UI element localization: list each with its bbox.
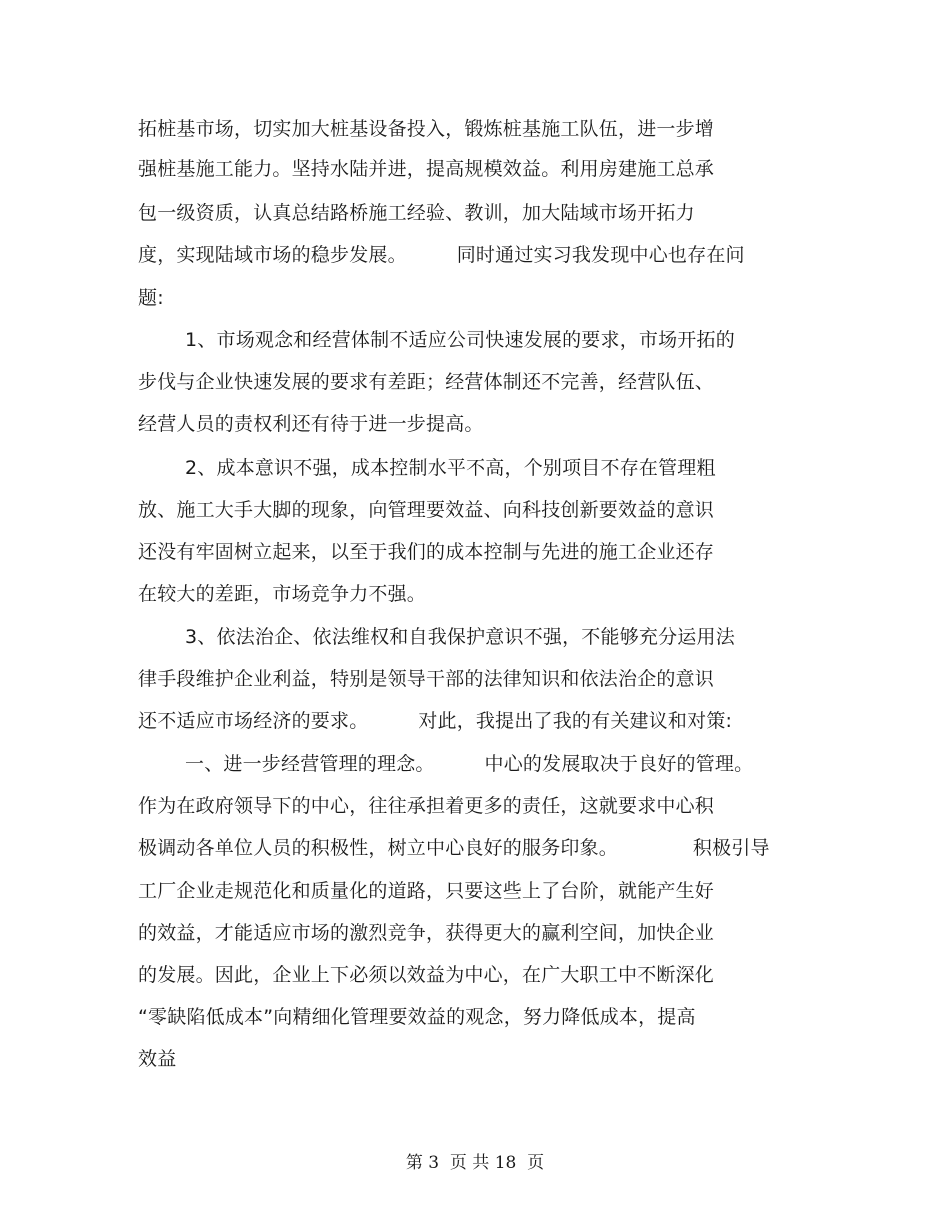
text-line: 的发展。因此，企业上下必须以效益为中心，在广大职工中不断深化 (138, 964, 715, 986)
page-number-footer: 第 3 页 共 18 页 (405, 1153, 545, 1173)
text-line: 3、依法治企、依法维权和自我保护意识不强，不能够充分运用法 (185, 626, 735, 648)
text-line: 步伐与企业快速发展的要求有差距；经营体制还不完善，经营队伍、 (138, 371, 715, 393)
text-line: 拓桩基市场，切实加大桩基设备投入，锻炼桩基施工队伍，进一步增 (138, 118, 715, 140)
text-line: 一、进一步经营管理的理念。 中心的发展取决于良好的管理。 (185, 753, 754, 775)
text-line: 经营人员的责权利还有待于进一步提高。 (138, 413, 484, 435)
text-line: 还没有牢固树立起来，以至于我们的成本控制与先进的施工企业还存 (138, 541, 715, 563)
text-line: 工厂企业走规范化和质量化的道路，只要这些上了台阶，就能产生好 (138, 880, 715, 902)
text-line: 放、施工大手大脚的现象，向管理要效益、向科技创新要效益的意识 (138, 499, 715, 521)
text-line: 1、市场观念和经营体制不适应公司快速发展的要求，市场开拓的 (185, 329, 735, 351)
text-line: “零缺陷低成本”向精细化管理要效益的观念，努力降低成本，提高 (138, 1006, 696, 1028)
text-line: 题: (138, 287, 164, 309)
text-line: 包一级资质，认真总结路桥施工经验、教训，加大陆域市场开拓力 (138, 202, 695, 224)
text-line: 2、成本意识不强，成本控制水平不高，个别项目不存在管理粗 (185, 457, 716, 479)
text-line: 度，实现陆域市场的稳步发展。 同时通过实习我发现中心也存在问 (138, 244, 745, 266)
text-line: 强桩基施工能力。坚持水陆并进，提高规模效益。利用房建施工总承 (138, 158, 715, 180)
text-line: 作为在政府领导下的中心，往往承担着更多的责任，这就要求中心积 (138, 795, 715, 817)
text-line: 极调动各单位人员的积极性，树立中心良好的服务印象。 积极引导 (138, 837, 770, 859)
text-line: 还不适应市场经济的要求。 对此，我提出了我的有关建议和对策: (138, 710, 733, 732)
text-line: 的效益，才能适应市场的激烈竞争，获得更大的赢利空间，加快企业 (138, 922, 715, 944)
text-line: 律手段维护企业利益，特别是领导干部的法律知识和依法治企的意识 (138, 668, 715, 690)
text-line: 效益 (138, 1048, 177, 1070)
text-line: 在较大的差距，市场竞争力不强。 (138, 583, 427, 605)
